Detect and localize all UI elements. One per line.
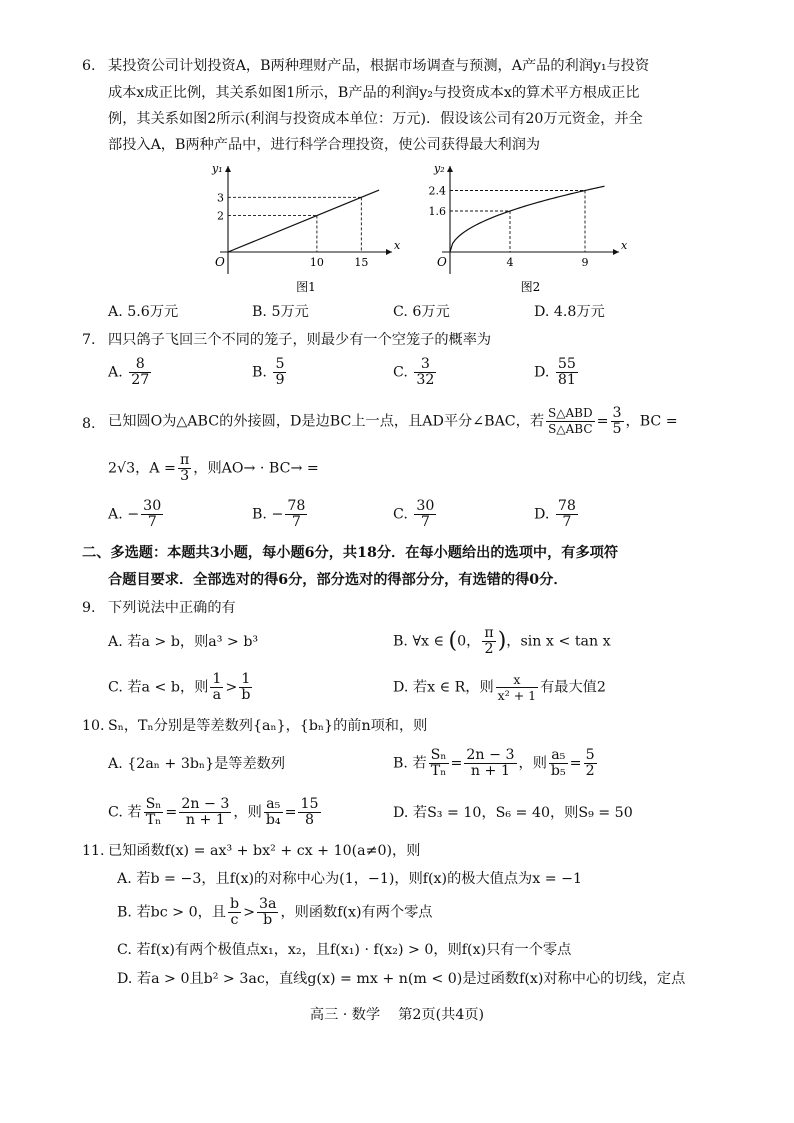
- question-number: 8.: [82, 416, 96, 432]
- origin-label: O: [215, 255, 225, 269]
- question-number: 6.: [82, 58, 96, 74]
- option-d: D. 4.8万元: [534, 304, 605, 320]
- question-text-line: 已知圆O为△ABC的外接圆，D是边BC上一点，且AD平分∠BAC，若 $\frac{\text{S△ABD}}{\text{S△ABC}}$ = $\frac{3}{5}$ ，BC =: [108, 405, 678, 437]
- x-axis-arrow: [613, 249, 619, 255]
- x-axis-label: x: [621, 239, 628, 252]
- option-a: A. $\frac{8}{27}$: [108, 356, 150, 388]
- figure-caption: 图2: [520, 280, 541, 294]
- figure-caption: 图1: [296, 280, 316, 294]
- option-d: D. 若x ∈ R，则 $\frac{x}{\text{x² + 1}}$ 有最大值2: [393, 672, 606, 703]
- question-number: 7.: [82, 332, 96, 348]
- option-a: A. 若b = −3，且f(x)的对称中心为(1，−1)，则f(x)的极大值点为x = −1: [117, 871, 583, 887]
- option-b: B. $\frac{5}{9}$: [252, 356, 285, 388]
- series-line: [450, 186, 605, 252]
- question-text-line: 例，其关系如图2所示(利润与投资成本单位：万元)．假设该公司有20万元资金，并全: [108, 111, 643, 127]
- option-b: B. ∀x ∈ (0， $\frac{\pi}{2}$ )，sin x < tan x: [393, 625, 611, 657]
- question-text: 下列说法中正确的有: [108, 600, 236, 616]
- x-tick-label: 10: [309, 256, 324, 269]
- section-heading-line: 二、多选题：本题共3小题，每小题6分，共18分．在每小题给出的选项中，有多项符: [82, 545, 619, 561]
- option-d: D. 若a > 0且b² > 3ac，直线g(x) = mx + n(m < 0)是过函数f(x)对称中心的切线，定点: [117, 971, 686, 987]
- y-tick-label: 1.6: [428, 205, 446, 218]
- option-a: A. − $\frac{30}{7}$: [108, 498, 162, 530]
- option-d: D. $\frac{78}{7}$: [534, 498, 576, 530]
- option-d: D. 若S₃ = 10，S₆ = 40，则S₉ = 50: [393, 805, 633, 821]
- y-axis-label: y₁: [212, 162, 223, 175]
- question-text-line: 2√3，A = $\frac{\pi}{3}$ ，则AO→ · BC→ =: [108, 452, 319, 484]
- section-heading-line: 合题目要求．全部选对的得6分，部分选对的得部分分，有选错的得0分．: [108, 572, 568, 588]
- option-a: A. 若a > b，则a³ > b³: [108, 634, 259, 650]
- x-tick-label: 15: [354, 256, 369, 269]
- option-c: C. $\frac{30}{7}$: [393, 498, 435, 530]
- figure-1-chart: [190, 160, 400, 300]
- y-tick-label: 2.4: [428, 184, 446, 198]
- y-tick-label: 3: [217, 191, 224, 205]
- y-axis-arrow: [447, 166, 453, 172]
- option-a: A. 5.6万元: [108, 304, 179, 320]
- option-b: B. 若bc > 0，且 $\frac{b}{c}$ > $\frac{3a}{b}$ ，则函数f(x)有两个零点: [117, 896, 433, 928]
- option-a: A. {2aₙ + 3bₙ}是等差数列: [108, 756, 286, 772]
- option-b: B. 若 $\frac{\text{Sₙ}}{\text{Tₙ}}$ = $\frac{2n - 3}{n + 1}$ ，则 $\frac{\text{a₅}}{\text{b₅}}$ = $\frac{5}{2}$: [393, 747, 595, 779]
- x-axis-label: x: [394, 239, 401, 252]
- page-footer: 高三 · 数学 第2页(共4页): [309, 1007, 485, 1023]
- option-b: B. − $\frac{78}{7}$: [252, 498, 306, 530]
- question-text-line: 成本x成正比例，其关系如图1所示，B产品的利润y₂与投资成本x的算术平方根成正比: [108, 85, 640, 101]
- y-tick-label: 2: [217, 209, 224, 223]
- question-number: 11.: [82, 843, 105, 859]
- option-b: B. 5万元: [252, 304, 309, 320]
- x-tick-label: 9: [581, 256, 589, 269]
- question-number: 9.: [82, 600, 96, 616]
- question-text: Sₙ，Tₙ分别是等差数列{aₙ}，{bₙ}的前n项和，则: [108, 718, 428, 734]
- option-c: C. 6万元: [393, 304, 450, 320]
- option-d: D. $\frac{55}{81}$: [534, 356, 576, 388]
- question-text-line: 某投资公司计划投资A，B两种理财产品，根据市场调查与预测，A产品的利润y₁与投资: [108, 58, 650, 74]
- x-axis-arrow: [386, 249, 392, 255]
- series-line: [228, 190, 379, 252]
- y-axis-label: y₂: [434, 162, 445, 175]
- question-text: 已知函数f(x) = ax³ + bx² + cx + 10(a≠0)，则: [108, 843, 421, 859]
- x-tick-label: 4: [506, 256, 514, 269]
- y-axis-arrow: [225, 166, 231, 172]
- question-text-line: 部投入A，B两种产品中，进行科学合理投资，使公司获得最大利润为: [108, 137, 541, 153]
- question-text: 四只鸽子飞回三个不同的笼子，则最少有一个空笼子的概率为: [108, 332, 492, 348]
- option-c: C. $\frac{3}{32}$: [393, 356, 435, 388]
- figure-2-chart: [410, 160, 628, 300]
- origin-label: O: [437, 255, 447, 269]
- question-number: 10.: [82, 718, 105, 734]
- option-c: C. 若 $\frac{\text{Sₙ}}{\text{Tₙ}}$ = $\frac{2n - 3}{n + 1}$ ，则 $\frac{\text{a₅}}{\text{b₄}}$ = $\frac{15}{8}$: [108, 796, 319, 828]
- option-c: C. 若a < b，则 $\frac{1}{a}$ > $\frac{1}{b}$: [108, 671, 251, 703]
- option-c: C. 若f(x)有两个极值点x₁，x₂，且f(x₁) · f(x₂) > 0，则f(x)只有一个零点: [117, 942, 572, 958]
